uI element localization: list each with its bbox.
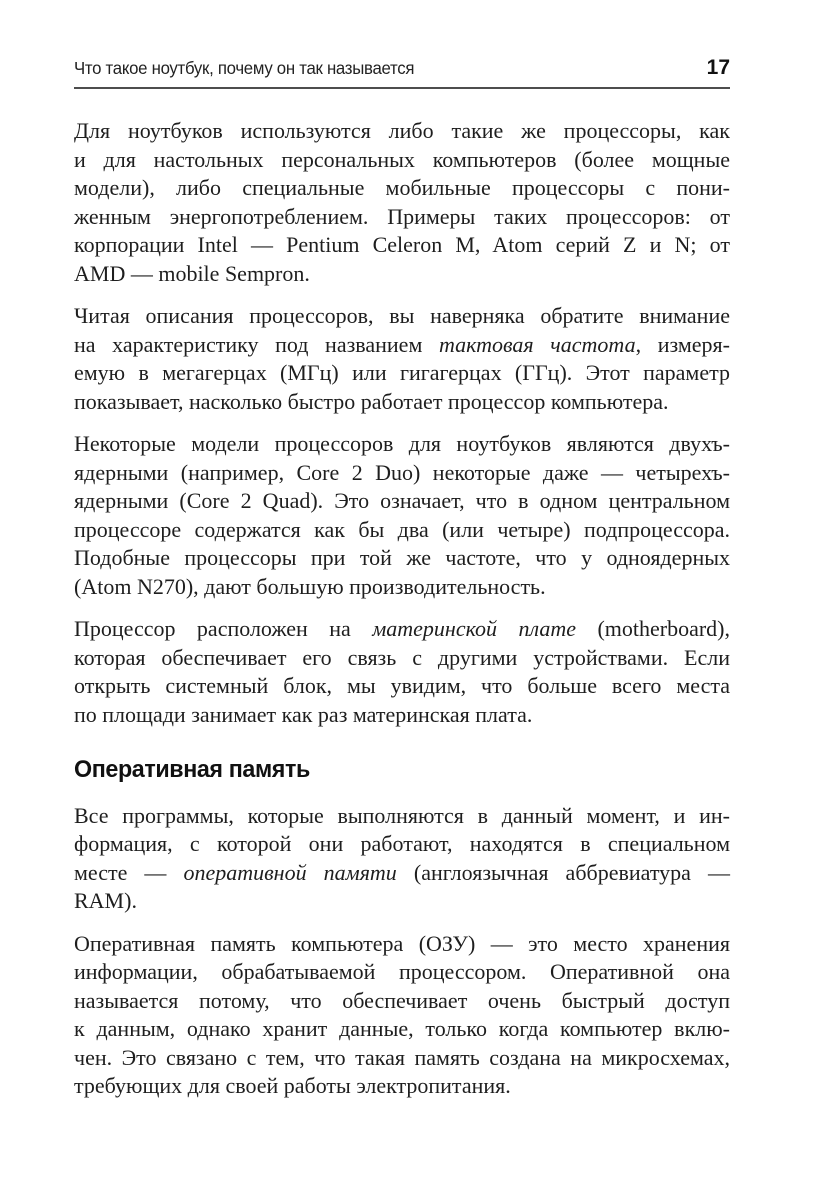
- text-segment: Оперативная память компьютера (ОЗУ) — это место хранения: [74, 930, 730, 956]
- text-line: [74, 859, 730, 888]
- text-segment: модели), либо специальные мобильные процессоры с пони-: [74, 175, 730, 200]
- text-segment: Некоторые модели процессоров для ноутбуков являются двухъ-: [74, 431, 730, 456]
- text-segment: ядерными (Core 2 Quad). Это означает, что в одном центральном: [74, 488, 730, 513]
- text-segment: емую в мегагерцах (МГц) или гигагерцах (ГГц). Этот параметр: [74, 360, 730, 385]
- text-line: [74, 487, 730, 516]
- page-number: 17: [706, 56, 730, 79]
- text-line: [74, 146, 730, 175]
- text-line: [74, 830, 730, 859]
- text-line: [74, 1044, 730, 1073]
- text-segment: по площади занимает как раз материнская плата.: [74, 701, 533, 727]
- paragraph: [74, 802, 730, 916]
- section-heading: Оперативная память: [74, 756, 310, 783]
- text-segment: , измеря-: [635, 331, 730, 357]
- text-segment: RAM).: [74, 888, 137, 913]
- text-segment: Подобные процессоры при той же частоте, что у одноядерных: [74, 545, 730, 570]
- text-segment: информации, обрабатываемой процессором. Оперативной она: [74, 959, 730, 984]
- text-segment: требующих для своей работы электропитания.: [74, 1073, 511, 1098]
- paragraph: [74, 117, 730, 288]
- italic-term: тактовая частота: [438, 331, 636, 357]
- text-line: [74, 231, 730, 260]
- text-line: [74, 359, 730, 388]
- text-segment: женным энергопотреблением. Примеры таких процессоров: от: [74, 203, 730, 229]
- italic-term: оперативной памяти: [183, 859, 397, 885]
- text-line: [74, 331, 730, 360]
- text-segment: Все программы, которые выполняются в данный момент, и ин-: [74, 802, 730, 828]
- text-line: [74, 802, 730, 831]
- text-line: [74, 117, 730, 146]
- paragraph: [74, 615, 730, 729]
- text-segment: Читая описания процессоров, вы наверняка обратите внимание: [74, 303, 730, 328]
- text-segment: AMD — mobile Sempron.: [74, 260, 310, 286]
- paragraph: [74, 302, 730, 416]
- paragraph: [74, 430, 730, 601]
- text-segment: процессоре содержатся как бы два (или четыре) подпроцессора.: [74, 516, 730, 542]
- text-line: [74, 930, 730, 959]
- header-rule: [74, 87, 730, 89]
- text-segment: чен. Это связано с тем, что такая память создана на микросхемах,: [74, 1044, 730, 1070]
- text-line: [74, 430, 730, 459]
- text-line: [74, 302, 730, 331]
- text-line: [74, 644, 730, 673]
- text-line: [74, 1072, 730, 1101]
- text-column: [74, 117, 730, 1101]
- running-title: Что такое ноутбук, почему он так называется: [74, 58, 415, 78]
- text-segment: называется потому, что обеспечивает очень быстрый доступ: [74, 987, 730, 1013]
- text-line: [74, 174, 730, 203]
- content-area: [74, 0, 730, 1115]
- italic-term: материнской плате: [372, 616, 577, 641]
- text-line: [74, 516, 730, 545]
- text-segment: (motherboard),: [576, 616, 731, 641]
- text-segment: Процессор расположен на: [74, 616, 373, 641]
- text-line: [74, 701, 730, 730]
- text-line: [74, 388, 730, 417]
- text-line: [74, 544, 730, 573]
- text-line: [74, 615, 730, 644]
- text-segment: Для ноутбуков используются либо такие же процессоры, как: [74, 118, 730, 143]
- text-line: [74, 987, 730, 1016]
- paragraph: [74, 930, 730, 1101]
- text-line: [74, 958, 730, 987]
- text-segment: открыть системный блок, мы увидим, что больше всего места: [74, 673, 730, 698]
- text-segment: на характеристику под названием: [74, 331, 439, 357]
- text-segment: которая обеспечивает его связь с другими устройствами. Если: [74, 644, 730, 670]
- text-line: [74, 203, 730, 232]
- page-header: [74, 56, 730, 80]
- text-line: [74, 1015, 730, 1044]
- text-segment: ядерными (например, Core 2 Duo) некоторые даже — четырехъ-: [74, 459, 730, 485]
- text-segment: (англоязычная аббревиатура —: [396, 859, 730, 885]
- text-line: [74, 260, 730, 289]
- text-segment: формация, с которой они работают, находятся в специальном: [74, 831, 730, 856]
- text-line: [74, 672, 730, 701]
- text-segment: (Atom N270), дают большую производительность.: [74, 573, 546, 599]
- text-segment: месте —: [74, 859, 184, 885]
- text-segment: корпорации Intel — Pentium Celeron M, Atom серий Z и N; от: [74, 232, 730, 257]
- text-segment: к данным, однако хранит данные, только когда компьютер вклю-: [74, 1016, 730, 1041]
- text-line: [74, 573, 730, 602]
- text-segment: показывает, насколько быстро работает процессор компьютера.: [74, 388, 669, 414]
- text-segment: и для настольных персональных компьютеров (более мощные: [74, 146, 730, 172]
- text-line: [74, 887, 730, 916]
- text-line: [74, 459, 730, 488]
